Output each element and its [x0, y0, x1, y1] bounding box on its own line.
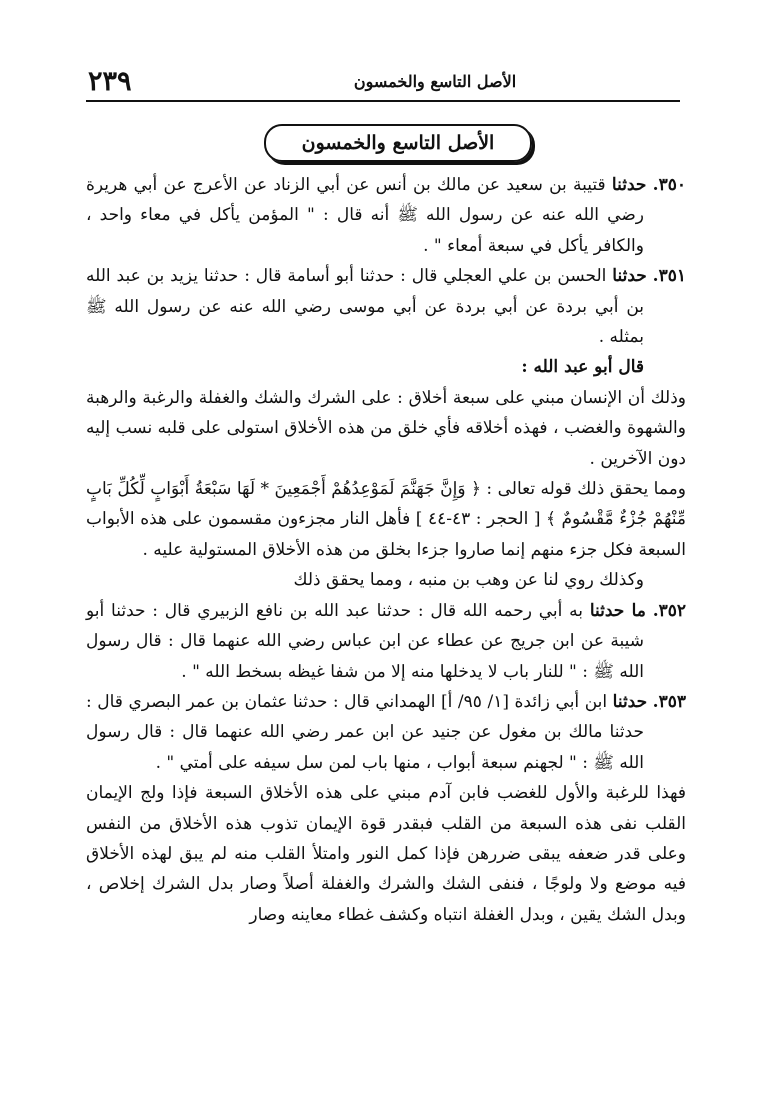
quran-paragraph: ومما يحقق ذلك قوله تعالى : ﴿ وَإِنَّ جَهَنَّمَ لَمَوْعِدُهُمْ أَجْمَعِينَ * لَهَا سَبْعَةُ أَبْوَابٍ لِّكُلِّ بَابٍ مِّنْهُمْ جُزْءٌ مَّقْسُومٌ ﴾ [ الحجر : ٤٣-٤٤ ] فأهل النار مجزءون مقسمون على هذه الأبواب السبعة فكل جزء منهم إنما صاروا جزءا بخلق من هذه الأخلاق المستولية عليه . — [86, 479, 686, 560]
hadith-number: ٣٥١. — [652, 266, 686, 287]
hadith-351 — [86, 261, 686, 352]
section-heading: قال أبو عبد الله : — [521, 357, 644, 378]
narration-lead: حدثنا — [611, 175, 647, 195]
hadith-text: ابن أبي زائدة [١/ ٩٥/ أ] الهمداني قال : حدثنا عثمان بن عمر البصري قال : حدثنا مالك بن مغول عن جنيد عن ابن عمر رضي الله عنهما قال : قال رسول الله ﷺ : " لجهنم سبعة أبواب ، منها باب لمن سل سيفه على أمتي " . — [86, 691, 644, 773]
hadith-text: قتيبة بن سعيد عن مالك بن أنس عن أبي الزناد عن الأعرج عن أبي هريرة رضي الله عنه عن رسول الله ﷺ أنه قال : " المؤمن يأكل في معاء واحد ، والكافر يأكل في سبعة أمعاء " . — [86, 175, 644, 256]
body-text — [86, 170, 686, 930]
narration-lead: حدثنا — [612, 266, 647, 287]
hadith-number: ٣٥٠. — [652, 175, 686, 195]
hadith-number: ٣٥٢. — [652, 600, 687, 621]
header-rule — [86, 100, 680, 102]
hadith-353 — [86, 687, 686, 778]
hadith-text: به أبي رحمه الله قال : حدثنا عبد الله بن نافع الزبيري قال : حدثنا أبو شيبة عن ابن جريج عن عطاء عن ابن عباس رضي الله عنهما قال : قال رسول الله ﷺ : " للنار باب لا يدخلها منه إلا من شفا غيظه بسخط الله " . — [86, 600, 644, 682]
chapter-title-frame — [264, 124, 532, 162]
hadith-number: ٣٥٣. — [652, 691, 686, 712]
hadith-350 — [86, 170, 686, 261]
closing-paragraph: فهذا للرغبة والأول للغضب فابن آدم مبني على هذه الأخلاق السبعة فإذا ولج الإيمان القلب نفى هذه السبعة من القلب فبقدر قوة الإيمان تذوب هذه الأخلاق من النفس وعلى قدر ضعفه يبقى ضررهن فإذا كمل النور وامتلأ القلب منه لم يبق لهذه الأخلاق فيه موضع ولا ولوجًا ، فنفى الشك والشرك والغفلة أصلاً وصار بدل الشرك إخلاص ، وبدل الشك يقين ، وبدل الغفلة انتباه وكشف غطاء معاينه وصار — [86, 783, 686, 925]
narration-lead: حدثنا — [612, 691, 648, 712]
page-number: ٢٣٩ — [88, 66, 132, 97]
wahb-paragraph: وكذلك روي لنا عن وهب بن منبه ، ومما يحقق ذلك — [293, 570, 644, 591]
narration-lead: ما حدثنا — [589, 600, 646, 621]
running-title: الأصل التاسع والخمسون — [353, 72, 517, 91]
chapter-title: الأصل التاسع والخمسون — [301, 132, 495, 154]
commentary-paragraph: وذلك أن الإنسان مبني على سبعة أخلاق : على الشرك والشك والغفلة والرغبة والرهبة والشهوة والغضب ، فهذه أخلاقه فأي خلق من هذه الأخلاق استولى على قلبه نسب إليه دون الآخرين . — [86, 387, 686, 469]
hadith-text: الحسن بن علي العجلي قال : حدثنا أبو أسامة قال : حدثنا يزيد بن عبد الله بن أبي بردة عن أبي بردة عن أبي موسى رضي الله عنه عن رسول الله ﷺ بمثله . — [86, 266, 644, 348]
hadith-352 — [86, 596, 686, 687]
